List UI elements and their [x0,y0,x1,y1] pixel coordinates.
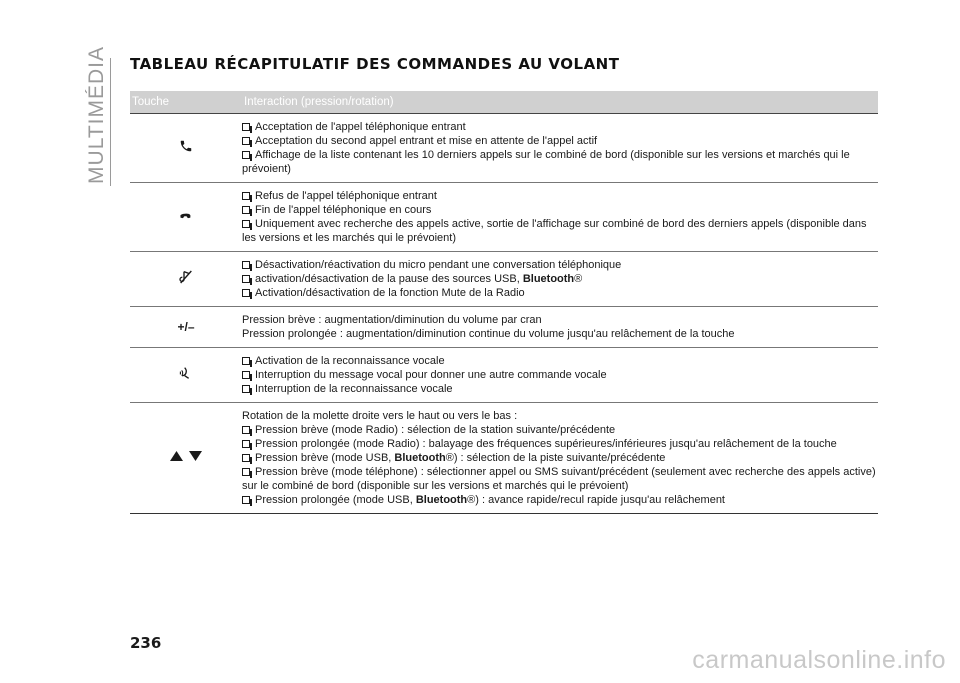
text-fragment: Pression brève (mode USB, [255,452,395,464]
action-cell [242,313,878,341]
action-cell [242,258,878,300]
text-fragment: ®) : sélection de la piste suivante/précédente [445,452,666,464]
bluetooth-label: Bluetooth [522,273,575,285]
table-row [130,403,878,514]
table-row [130,307,878,348]
text-fragment: Uniquement avec recherche des appels active, sortie de l'affichage sur combiné de bord des derniers appels (disponible dans les versions et les marchés qui le prévoient) [242,218,867,244]
text-fragment: Affichage de la liste contenant les 10 derniers appels sur le combiné de bord (disponible sur les versions et marchés qui le prévoient) [242,149,850,175]
bluetooth-label: Bluetooth [415,494,468,506]
bullet-item [242,120,878,134]
controls-table [130,91,878,514]
text-fragment: Interruption du message vocal pour donner une autre commande vocale [255,369,607,381]
checkbox-bullet-icon [242,468,250,476]
bullet-item [242,493,878,507]
text-fragment: Pression brève (mode téléphone) : sélectionner appel ou SMS suivant/précédent (seulement avec recherche des appels active) sur le combiné de bord (disponible sur les versions et marchés qui le prévoient) [242,466,876,492]
bullet-item [242,134,878,148]
checkbox-bullet-icon [242,385,250,393]
text-fragment: Pression prolongée : augmentation/diminution continue du volume jusqu'au relâchement de la touche [242,328,735,340]
text-line [242,327,878,341]
phone-answer-icon [179,139,193,158]
text-fragment: Acceptation de l'appel téléphonique entrant [255,121,466,133]
text-fragment: Pression brève (mode Radio) : sélection de la station suivante/précédente [255,424,616,436]
action-cell [242,120,878,176]
page-title: TABLEAU RÉCAPITULATIF DES COMMANDES AU VOLANT [130,55,620,73]
checkbox-bullet-icon [242,220,250,228]
checkbox-bullet-icon [242,137,250,145]
text-fragment: Désactivation/réactivation du micro pendant une conversation téléphonique [255,259,622,271]
key-cell [130,120,242,176]
checkbox-bullet-icon [242,426,250,434]
checkbox-bullet-icon [242,261,250,269]
phone-hangup-icon [179,208,193,226]
key-cell [130,313,242,341]
checkbox-bullet-icon [242,151,250,159]
bullet-item [242,286,878,300]
watermark: carmanualsonline.info [692,646,946,674]
checkbox-bullet-icon [242,206,250,214]
bullet-item [242,368,878,382]
checkbox-bullet-icon [242,496,250,504]
table-row [130,252,878,307]
bullet-item [242,465,878,493]
text-fragment: Rotation de la molette droite vers le haut ou vers le bas : [242,410,518,422]
bullet-item [242,354,878,368]
page-number: 236 [130,634,162,652]
up-down-arrows-icon [169,449,203,467]
text-line [242,313,878,327]
header-action: Interaction (pression/rotation) [244,96,394,108]
text-fragment: ® [574,273,583,285]
bullet-item [242,258,878,272]
text-fragment: Acceptation du second appel entrant et mise en attente de l'appel actif [255,135,598,147]
key-cell [130,354,242,396]
key-cell [130,409,242,507]
text-fragment: Activation de la reconnaissance vocale [255,355,445,367]
text-fragment: Pression prolongée (mode Radio) : balayage des fréquences supérieures/inférieures jusqu'au relâchement de la touche [255,438,837,450]
header-key: Touche [132,96,170,108]
text-fragment: Interruption de la reconnaissance vocale [255,383,453,395]
bullet-item [242,423,878,437]
key-cell [130,189,242,245]
bullet-item [242,203,878,217]
bullet-item [242,272,878,286]
key-cell [130,258,242,300]
text-fragment: Pression brève : augmentation/diminution du volume par cran [242,314,542,326]
action-cell [242,354,878,396]
bullet-item [242,382,878,396]
checkbox-bullet-icon [242,289,250,297]
section-label: MULTIMÉDIA [85,46,108,184]
checkbox-bullet-icon [242,275,250,283]
bluetooth-label: Bluetooth [394,452,446,464]
mute-icon [178,269,194,290]
table-row [130,114,878,183]
text-fragment: Fin de l'appel téléphonique en cours [255,204,432,216]
checkbox-bullet-icon [242,440,250,448]
text-fragment: activation/désactivation de la pause des sources USB, [255,273,523,285]
bullet-item [242,451,878,465]
volume-plus-minus-icon: +/– [177,320,195,334]
checkbox-bullet-icon [242,357,250,365]
checkbox-bullet-icon [242,192,250,200]
bullet-item [242,148,878,176]
section-divider [110,58,111,186]
action-cell [242,409,878,507]
bullet-item [242,217,878,245]
bullet-item [242,189,878,203]
checkbox-bullet-icon [242,454,250,462]
checkbox-bullet-icon [242,123,250,131]
text-fragment: ®) : avance rapide/recul rapide jusqu'au relâchement [467,494,725,506]
text-fragment: Pression prolongée (mode USB, [255,494,416,506]
action-cell [242,189,878,245]
text-line [242,409,878,423]
table-header [130,91,878,114]
voice-command-icon [178,365,194,386]
text-fragment: Activation/désactivation de la fonction Mute de la Radio [255,287,525,299]
checkbox-bullet-icon [242,371,250,379]
table-row [130,348,878,403]
table-body [130,114,878,514]
text-fragment: Refus de l'appel téléphonique entrant [255,190,437,202]
bullet-item [242,437,878,451]
table-row [130,183,878,252]
